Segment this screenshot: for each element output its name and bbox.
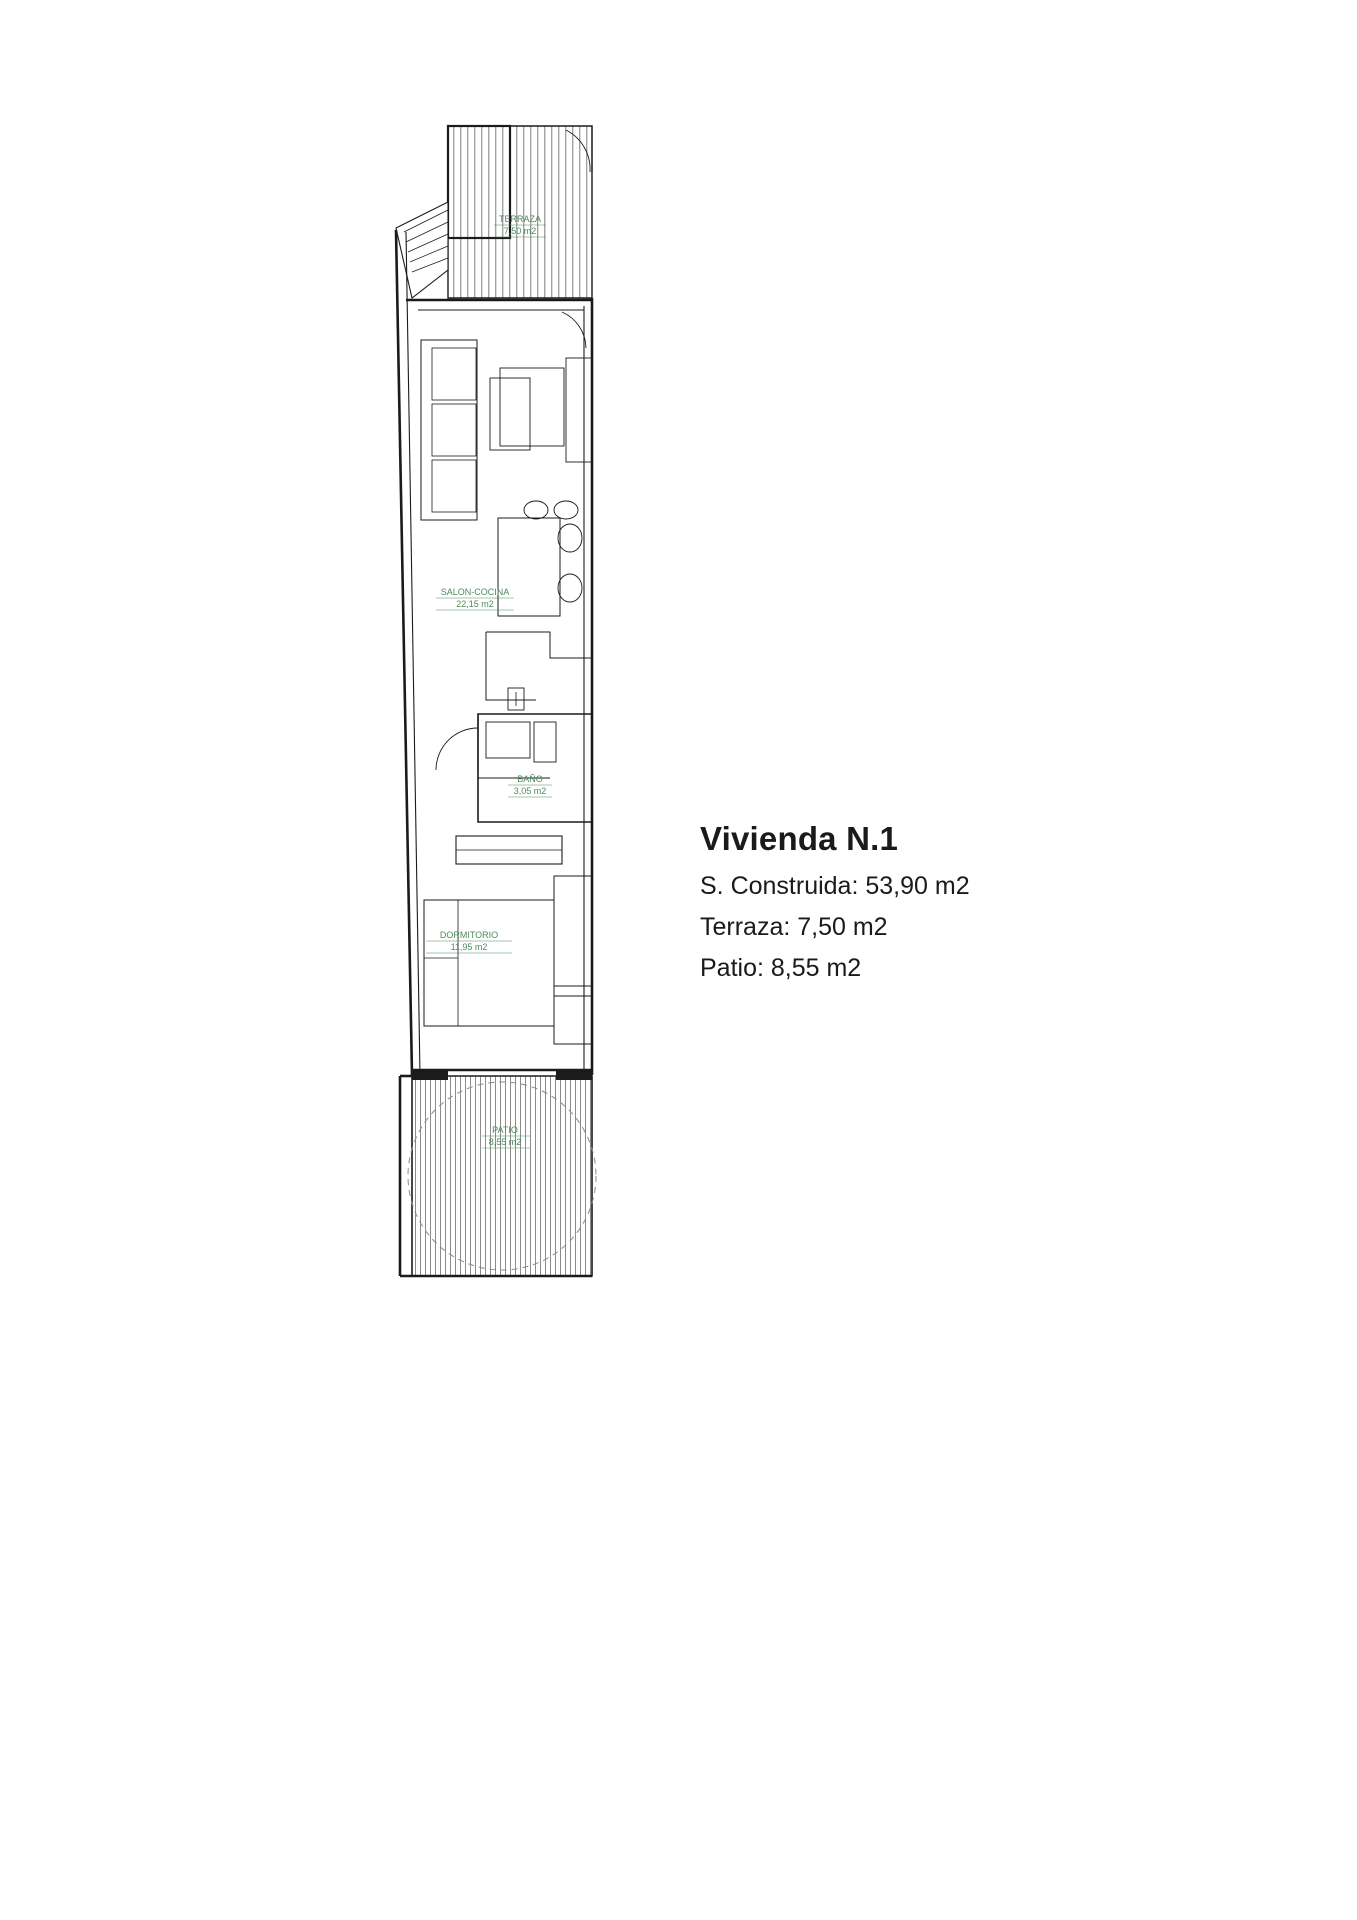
legend-line-patio-area: Patio: 8,55 m2 — [700, 954, 862, 982]
dining-set-furniture — [498, 501, 582, 616]
svg-text:TERRAZA: TERRAZA — [498, 214, 542, 224]
room-label-dormitorio — [426, 930, 512, 953]
sideboard-furniture — [566, 358, 592, 462]
room-labels — [426, 214, 552, 1148]
coffee-table-furniture — [490, 368, 564, 450]
svg-text:PATIO: PATIO — [492, 1125, 518, 1135]
legend-title: Vivienda N.1 — [700, 820, 899, 857]
plan-geometry — [396, 126, 596, 1276]
building-walls — [396, 230, 592, 1075]
floor-plan-svg — [390, 110, 690, 1310]
svg-text:22,15 m2: 22,15 m2 — [456, 599, 494, 609]
svg-text:8,55 m2: 8,55 m2 — [488, 1137, 522, 1147]
svg-text:7,50 m2: 7,50 m2 — [503, 226, 537, 236]
svg-text:11,95 m2: 11,95 m2 — [450, 942, 488, 952]
sofa-furniture — [421, 340, 477, 520]
room-label-bano — [508, 774, 552, 797]
terrace-stair — [396, 202, 448, 298]
floor-plan-drawing — [390, 110, 690, 1310]
living-kitchen-area — [421, 310, 592, 710]
legend-line-built-area: S. Construida: 53,90 m2 — [700, 872, 970, 900]
svg-text:3,05 m2: 3,05 m2 — [513, 786, 547, 796]
svg-text:BAÑO: BAÑO — [517, 774, 543, 784]
patio-area — [400, 1070, 596, 1276]
kitchen-counter — [486, 632, 592, 710]
svg-text:DORMITORIO: DORMITORIO — [439, 930, 499, 940]
bedroom-area — [424, 876, 592, 1044]
legend-line-terrace-area: Terraza: 7,50 m2 — [700, 913, 888, 941]
legend-block — [700, 820, 1220, 995]
room-label-salon-cocina — [436, 587, 514, 610]
svg-text:SALON-COCINA: SALON-COCINA — [440, 587, 510, 597]
terrace-area — [396, 126, 592, 298]
